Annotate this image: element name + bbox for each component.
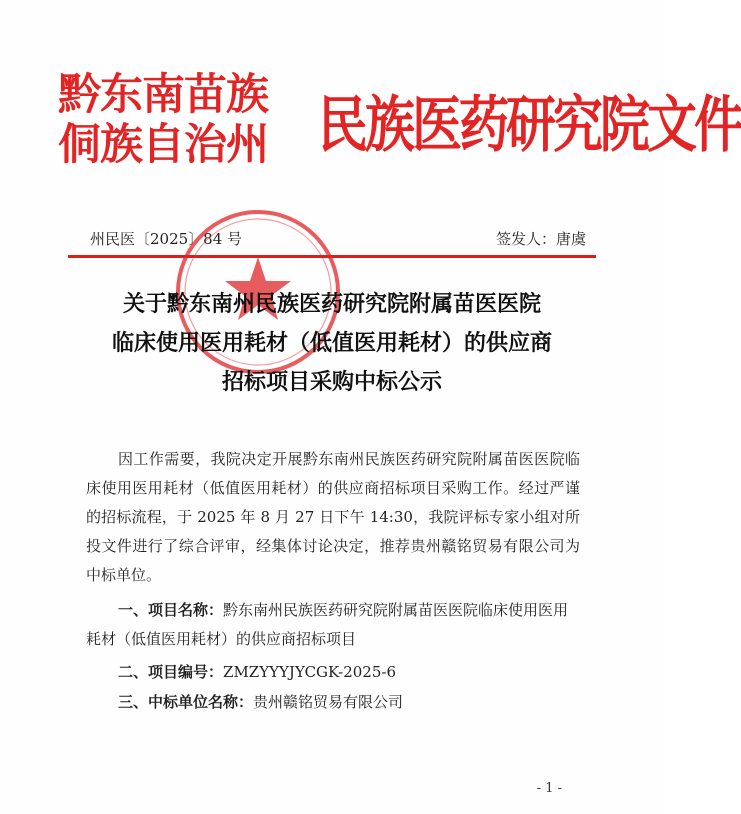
document-title	[40, 285, 624, 402]
project-name-item	[86, 596, 580, 654]
project-name-label: 一、项目名称：	[118, 601, 224, 619]
document-number: 州民医〔2025〕84 号	[90, 230, 243, 248]
project-name-value: 黔东南州民族医药研究院附属苗医医院临床使用医用耗材（低值医用耗材）的供应商招标项目	[86, 601, 569, 648]
title-line-1: 关于黔东南州民族医药研究院附属苗医医院	[122, 291, 541, 317]
winning-bidder-label: 三、中标单位名称：	[118, 693, 254, 711]
project-number-label: 二、项目编号：	[118, 663, 224, 681]
project-number-value: ZMZYYYJYCGK-2025-6	[223, 663, 397, 681]
page-number-text: - 1 -	[536, 781, 562, 796]
body-paragraph: 因工作需要，我院决定开展黔东南州民族医药研究院附属苗医医院临床使用医用耗材（低值医用耗材）的供应商招标项目采购工作。经过严谨的招标流程，于 2025 年 8 月 27 日下午 14:30，我院评标专家小组对所投文件进行了综合评审，经集体讨论决定，推荐贵州赣铭贸易有限公司为中标单位。	[86, 450, 580, 584]
issuer-line-1: 黔东南苗族	[58, 70, 268, 120]
issuer-line-2: 侗族自治州	[58, 120, 268, 170]
project-number-item	[118, 658, 612, 687]
page-number	[0, 781, 664, 796]
issuer-name-block	[58, 70, 316, 170]
winning-bidder-value: 贵州赣铭贸易有限公司	[253, 693, 404, 711]
title-line-3: 招标项目采购中标公示	[221, 369, 442, 395]
signer: 签发人：唐虞	[495, 230, 586, 248]
winning-bidder-item	[118, 688, 612, 717]
issuer-document-label: 民族医药研究院文件	[318, 89, 741, 161]
title-line-2: 临床使用医用耗材（低值医用耗材）的供应商	[111, 330, 552, 356]
